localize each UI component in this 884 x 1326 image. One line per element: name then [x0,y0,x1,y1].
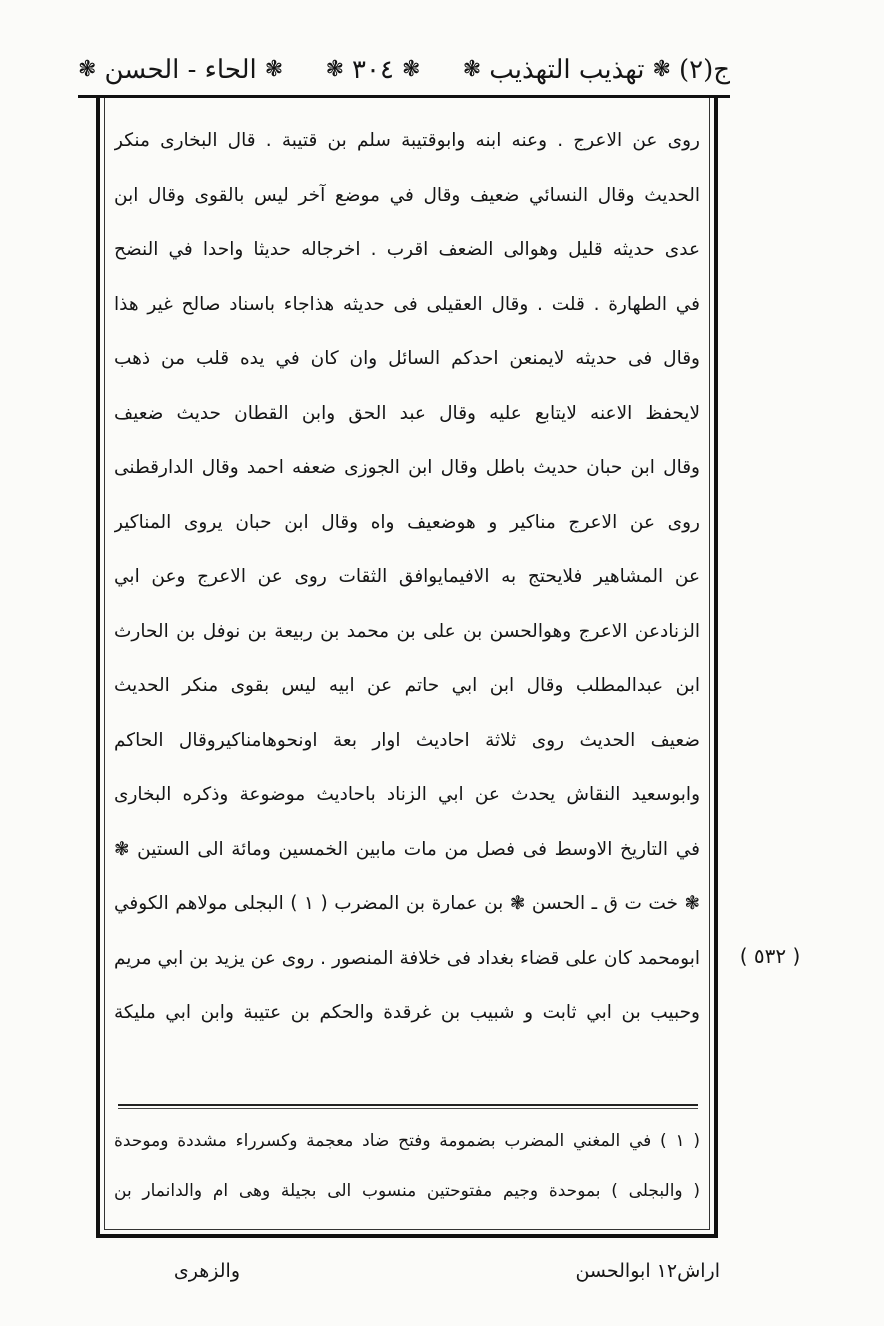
entry-heading-line: ❃ خت ت ق ـ الحسن ❃ بن عمارة بن المضرب ( ١ ) البجلى مولاهم الكوفي [114,893,700,914]
main-text [114,114,700,1041]
header-right [463,55,730,85]
text-line: وقال فى حديثه لايمنعن احدكم السائل وان كان في يده قلب من ذهب [114,348,700,369]
text-line: لايحفظ الاعنه لايتابع عليه وقال عبد الحق وابن القطان حديث ضعيف [114,402,700,424]
page-header [78,48,730,92]
text-line: ضعيف الحديث روى ثلاثة احاديث اوار بعة اونحوهامناكيروقال الحاكم [114,729,700,751]
ornament-icon: ❃ [462,57,482,82]
text-line: ابومحمد كان على قضاء بغداد فى خلافة المنصور . روى عن يزيد بن ابي مريم [114,947,700,969]
footnotes [114,1116,700,1216]
entry-number: ( ٥٣٢ ) [739,944,801,968]
text-line: الزنادعن الاعرج وهوالحسن بن على بن محمد بن ربيعة بن نوفل بن الحارث [114,620,700,642]
footnote-line: ( ١ ) في المغني المضرب بضمومة وفتح ضاد معجمة وكسرراء مشددة وموحدة [114,1131,700,1151]
text-line: الحديث وقال النسائي ضعيف وقال في موضع آخر ليس بالقوى وقال ابن [114,184,700,206]
section-title: الحاء - الحسن [104,55,257,85]
catchword-right: اراش١٢ ابوالحسن [575,1260,720,1282]
volume-label: ج(٢) [678,55,730,85]
ornament-icon: ❃ [401,57,421,82]
footnote-line: ( والبجلى ) بموحدة وجيم مفتوحتين منسوب الى بجيلة وهى ام والدانمار بن [114,1181,700,1201]
text-line: في الطهارة . قلت . وقال العقيلى فى حديثه هذاجاء باسناد صالح غير هذا [114,293,700,315]
header-center [326,55,421,85]
text-line: روى عن الاعرج . وعنه ابنه وابوقتيبة سلم بن قتيبة . قال البخارى منكر [114,130,700,151]
footnote-divider [118,1104,698,1106]
ornament-icon: ❃ [652,57,671,82]
ornament-icon: ❃ [78,57,97,82]
footnote-divider-thin [118,1108,698,1109]
page-number: ٣٠٤ [352,55,394,85]
book-title: تهذيب التهذيب [489,55,645,85]
header-left [78,55,283,85]
text-line: وقال ابن حبان حديث باطل وقال ابن الجوزى ضعفه احمد وقال الدارقطنى [114,457,700,478]
text-line: روى عن الاعرج مناكير و هوضعيف واه وقال ابن حبان يروى المناكير [114,511,700,533]
text-line: عن المشاهير فلايحتج به الافيمايوافق الثقات روى عن الاعرج وعن ابي [114,566,700,587]
text-line: عدى حديثه قليل وهوالى الضعف اقرب . اخرجاله حديثا واحدا في النضح [114,239,700,260]
text-line: ابن عبدالمطلب وقال ابن ابي حاتم عن ابيه ليس بقوى منكر الحديث [114,675,700,696]
catchword-left: والزهرى [173,1260,240,1282]
ornament-icon: ❃ [264,57,284,82]
text-line: وحبيب بن ابي ثابت و شبيب بن غرقدة والحكم بن عتيبة وابن ابي مليكة [114,1002,700,1023]
ornament-icon: ❃ [325,57,345,82]
text-line: في التاريخ الاوسط فى فصل من مات مابين الخمسين ومائة الى الستين ❃ [114,838,700,860]
text-line: وابوسعيد النقاش يحدث عن ابي الزناد باحاديث موضوعة وذكره البخارى [114,784,700,805]
